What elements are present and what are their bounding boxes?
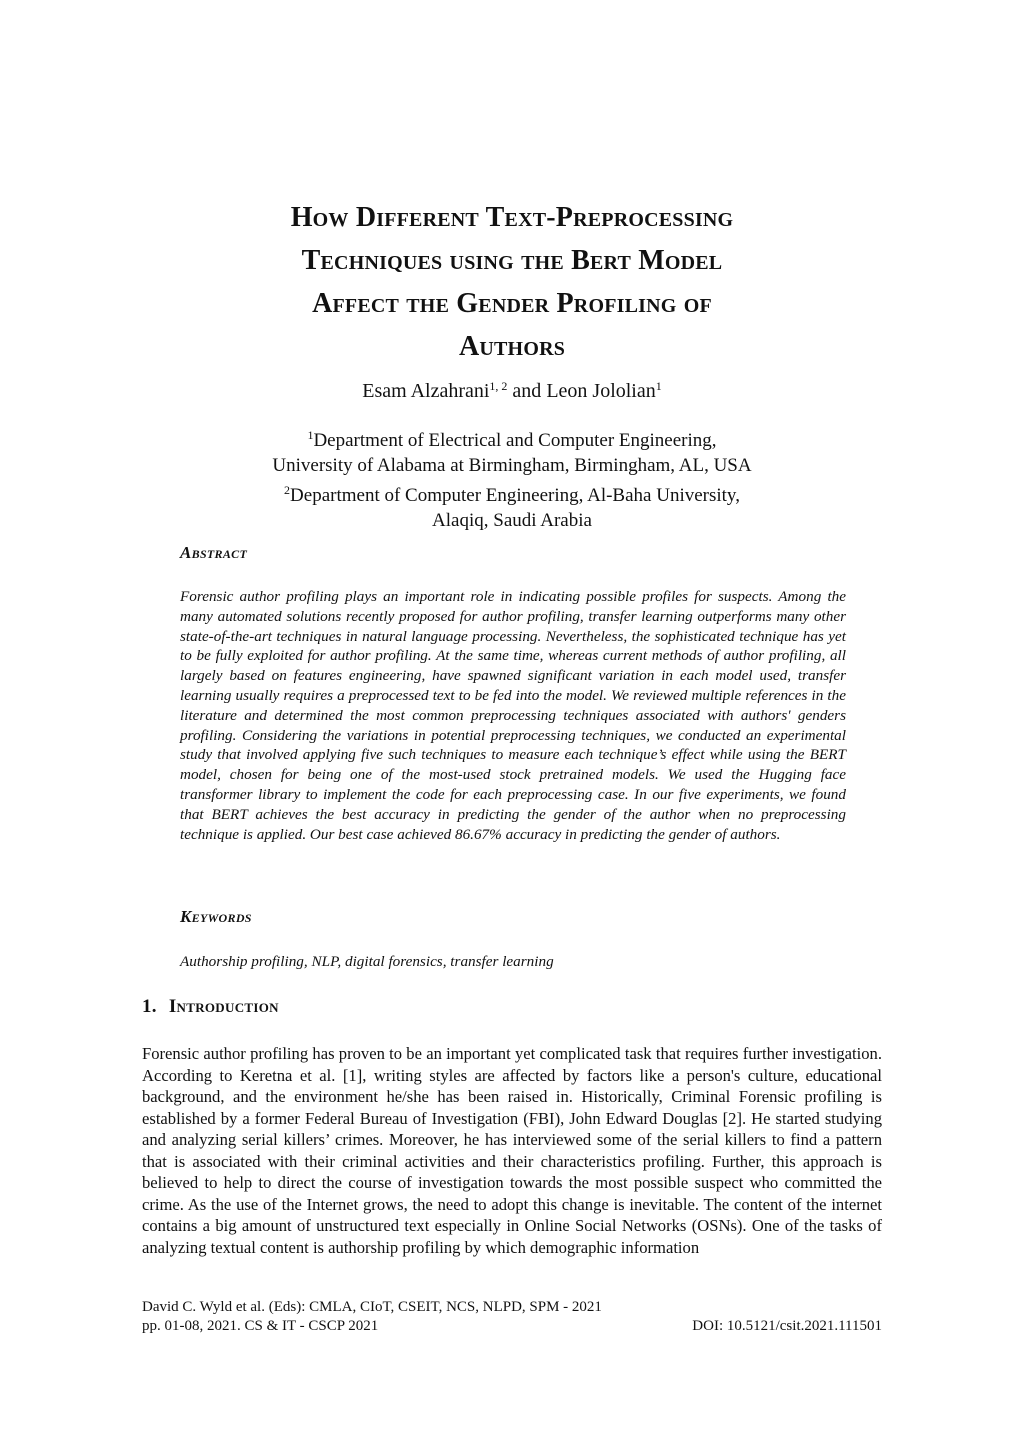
affiliation-line [160, 423, 864, 453]
footer-pages: pp. 01-08, 2021. CS & IT - CSCP 2021 [142, 1318, 379, 1334]
keywords-text: Authorship profiling, NLP, digital forensics, transfer learning [180, 953, 554, 970]
introduction-heading [142, 996, 279, 1018]
affiliation-text: Department of Computer Engineering, Al-Baha University, [290, 485, 740, 506]
affiliation-line: University of Alabama at Birmingham, Birmingham, AL, USA [272, 455, 752, 476]
title-line: How Different Text-Preprocessing [290, 202, 734, 233]
affiliation-text: Department of Electrical and Computer Engineering, [313, 430, 717, 451]
title-line: Affect the Gender Profiling of [312, 288, 712, 319]
author-affiliation-marker: 1 [655, 379, 662, 393]
title-line: Techniques using the Bert Model [301, 245, 723, 276]
affiliation-line: Alaqiq, Saudi Arabia [432, 510, 592, 531]
title-line: Authors [458, 331, 566, 362]
affiliation-marker: 2 [284, 483, 291, 497]
keywords-heading: Keywords [180, 907, 252, 926]
author-name: Esam Alzahrani [362, 380, 490, 402]
section-number: 1. [142, 996, 157, 1017]
page-footer [142, 1298, 882, 1336]
affiliation-marker: 1 [307, 428, 314, 442]
abstract-heading: Abstract [180, 543, 248, 562]
section-title: Introduction [168, 996, 279, 1017]
paper-title [160, 196, 864, 368]
author-affiliation-marker: 1, 2 [489, 379, 508, 393]
affiliations [160, 423, 864, 533]
author-conjunction: and [507, 380, 547, 402]
author-list [160, 373, 864, 404]
footer-row [142, 1317, 882, 1336]
introduction-text: Forensic author profiling has proven to be an important yet complicated task that requires further investigation. According to Keretna et al. [1], writing styles are affected by factors like a person's culture, educational background, and the environment he/she has been raised in. Historically, Criminal Forensic profiling is established by a former Federal Bureau of Investigation (FBI), John Edward Douglas [2]. He started studying and analyzing serial killers’ crimes. Moreover, he has interviewed some of the serial killers to find a pattern that is associated with their criminal activities and their characteristics profiling. Further, this approach is believed to help to direct the course of investigation towards the most possible suspect who committed the crime. As the use of the Internet grows, the need to adopt this change is inevitable. The content of the internet contains a big amount of unstructured text especially in Online Social Networks (OSNs). One of the tasks of analyzing textual content is authorship profiling by which demographic information [142, 1044, 882, 1257]
abstract-text: Forensic author profiling plays an important role in indicating possible profiles for suspects. Among the many automated solutions recently proposed for author profiling, transfer learning outperforms many other state-of-the-art techniques in natural language processing. Nevertheless, the sophisticated technique has yet to be fully exploited for author profiling. At the same time, whereas current methods of author profiling, all largely based on features engineering, have spawned significant variation in each model used, transfer learning usually requires a preprocessed text to be fed into the model. We reviewed multiple references in the literature and determined the most common preprocessing techniques associated with authors' genders profiling. Considering the variations in potential preprocessing techniques, we conducted an experimental study that involved applying five such techniques to measure each technique’s effect while using the BERT model, chosen for being one of the most-used stock pretrained models. We used the Hugging face transformer library to implement the code for each preprocessing case. In our five experiments, we found that BERT achieves the best accuracy in predicting the gender of the author when no preprocessing technique is applied. Our best case achieved 86.67% accuracy in predicting the gender of authors. [180, 588, 846, 843]
footer-doi: DOI: 10.5121/csit.2021.111501 [692, 1318, 882, 1334]
affiliation-line [160, 478, 864, 508]
footer-proceedings: David C. Wyld et al. (Eds): CMLA, CIoT, CSEIT, NCS, NLPD, SPM - 2021 [142, 1299, 602, 1315]
author-name: Leon Jololian [546, 380, 656, 402]
